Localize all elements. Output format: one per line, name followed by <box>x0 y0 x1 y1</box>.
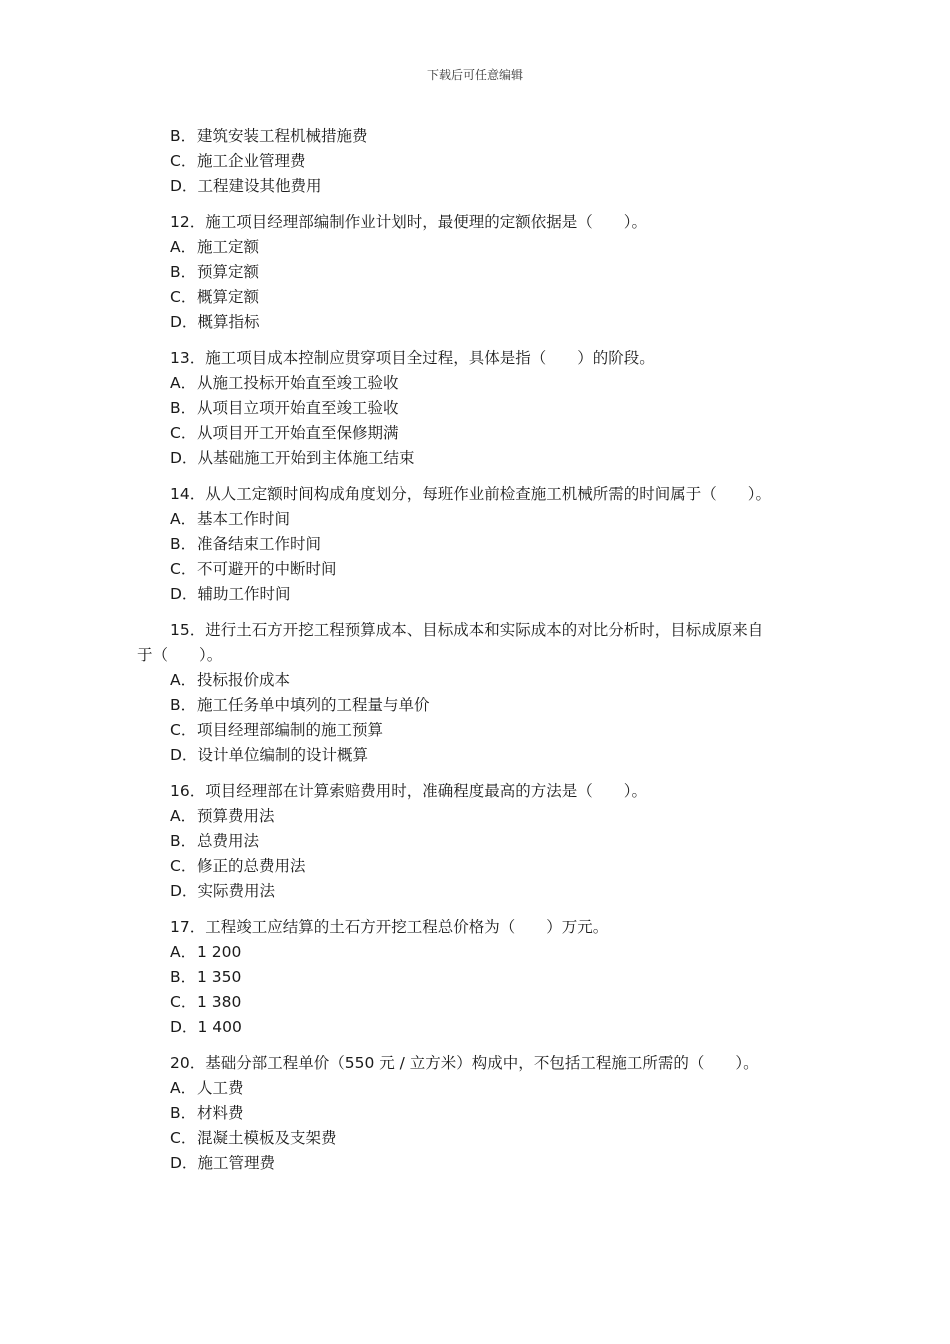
option-text: 混凝土模板及支架费 <box>197 1129 337 1147</box>
option-text: 1 380 <box>197 993 242 1011</box>
option-row <box>170 743 950 768</box>
option-text: 从基础施工开始到主体施工结束 <box>197 449 415 467</box>
option-row <box>170 507 950 532</box>
option-label: B． <box>170 696 197 714</box>
option-text: 施工管理费 <box>197 1154 275 1172</box>
option-label: D． <box>170 1018 198 1036</box>
option-label: D． <box>170 313 198 331</box>
option-row <box>170 285 950 310</box>
option-label: C． <box>170 857 197 875</box>
question-13 <box>0 346 950 471</box>
option-text: 从项目开工开始直至保修期满 <box>197 424 399 442</box>
question-14 <box>0 482 950 607</box>
option-row <box>170 1076 950 1101</box>
option-label: D． <box>170 449 198 467</box>
option-row <box>170 668 950 693</box>
question-15 <box>0 618 950 768</box>
option-label: C． <box>170 993 197 1011</box>
option-row <box>170 1126 950 1151</box>
option-text: 修正的总费用法 <box>197 857 306 875</box>
option-text: 投标报价成本 <box>197 671 291 689</box>
option-label: B． <box>170 127 197 145</box>
option-text: 概算定额 <box>197 288 260 306</box>
option-row <box>170 965 950 990</box>
option-row <box>170 718 950 743</box>
option-label: D． <box>170 585 198 603</box>
option-row <box>170 879 950 904</box>
option-row <box>170 149 950 174</box>
question-stem: 12．施工项目经理部编制作业计划时，最便理的定额依据是（ ）。 <box>170 213 647 231</box>
option-text: 从施工投标开始直至竣工验收 <box>197 374 399 392</box>
question-stem: 16．项目经理部在计算索赔费用时，准确程度最高的方法是（ ）。 <box>170 782 647 800</box>
option-row <box>170 446 950 471</box>
option-text: 预算费用法 <box>197 807 275 825</box>
question-12 <box>0 210 950 335</box>
option-row <box>170 990 950 1015</box>
option-text: 预算定额 <box>197 263 260 281</box>
option-row <box>170 310 950 335</box>
option-text: 人工费 <box>197 1079 244 1097</box>
option-text: 施工企业管理费 <box>197 152 306 170</box>
option-label: A． <box>170 943 197 961</box>
option-row <box>170 1151 950 1176</box>
option-text: 不可避开的中断时间 <box>197 560 337 578</box>
option-label: C． <box>170 1129 197 1147</box>
option-text: 总费用法 <box>197 832 260 850</box>
option-label: C． <box>170 560 197 578</box>
option-row <box>170 1015 950 1040</box>
option-row <box>170 124 950 149</box>
option-text: 基本工作时间 <box>197 510 291 528</box>
question-16 <box>0 779 950 904</box>
option-text: 1 200 <box>197 943 242 961</box>
option-text: 工程建设其他费用 <box>197 177 322 195</box>
option-label: C． <box>170 721 197 739</box>
option-row <box>170 829 950 854</box>
question-stem: 13．施工项目成本控制应贯穿项目全过程，具体是指（ ）的阶段。 <box>170 349 655 367</box>
prefix-options <box>0 124 950 199</box>
option-label: C． <box>170 152 197 170</box>
option-label: A． <box>170 510 197 528</box>
option-text: 1 350 <box>197 968 242 986</box>
option-label: D． <box>170 746 198 764</box>
question-stem: 14．从人工定额时间构成角度划分，每班作业前检查施工机械所需的时间属于（ ）。 <box>170 485 771 503</box>
option-text: 1 400 <box>197 1018 242 1036</box>
question-20 <box>0 1051 950 1176</box>
option-row <box>170 804 950 829</box>
option-label: A． <box>170 374 197 392</box>
question-stem <box>0 618 950 668</box>
option-label: C． <box>170 288 197 306</box>
option-text: 材料费 <box>197 1104 244 1122</box>
option-label: A． <box>170 671 197 689</box>
option-label: A． <box>170 238 197 256</box>
question-stem: 17．工程竣工应结算的土石方开挖工程总价格为（ ）万元。 <box>170 918 609 936</box>
option-label: A． <box>170 807 197 825</box>
option-text: 辅助工作时间 <box>197 585 291 603</box>
option-row <box>170 693 950 718</box>
question-stem-continuation: 于（ ）。 <box>137 646 223 664</box>
question-stem-line: 15．进行土石方开挖工程预算成本、目标成本和实际成本的对比分析时，目标成原来自 <box>170 621 764 639</box>
option-text: 概算指标 <box>197 313 260 331</box>
option-text: 设计单位编制的设计概算 <box>197 746 368 764</box>
option-label: B． <box>170 535 197 553</box>
option-row <box>170 1101 950 1126</box>
option-text: 项目经理部编制的施工预算 <box>197 721 384 739</box>
option-text: 建筑安装工程机械措施费 <box>197 127 368 145</box>
option-text: 施工任务单中填列的工程量与单价 <box>197 696 430 714</box>
option-label: D． <box>170 882 198 900</box>
option-row <box>170 396 950 421</box>
option-row <box>170 582 950 607</box>
option-row <box>170 260 950 285</box>
option-row <box>170 557 950 582</box>
option-label: B． <box>170 263 197 281</box>
option-row <box>170 854 950 879</box>
option-label: C． <box>170 424 197 442</box>
option-row <box>170 532 950 557</box>
option-label: D． <box>170 177 198 195</box>
option-text: 施工定额 <box>197 238 260 256</box>
option-label: B． <box>170 968 197 986</box>
option-label: B． <box>170 1104 197 1122</box>
option-text: 从项目立项开始直至竣工验收 <box>197 399 399 417</box>
option-text: 实际费用法 <box>197 882 275 900</box>
option-label: B． <box>170 832 197 850</box>
document-body <box>0 124 950 1176</box>
option-row <box>170 174 950 199</box>
option-label: D． <box>170 1154 198 1172</box>
option-row <box>170 940 950 965</box>
option-row <box>170 421 950 446</box>
question-stem: 20．基础分部工程单价（550 元 / 立方米）构成中，不包括工程施工所需的（ ）。 <box>170 1054 759 1072</box>
option-text: 准备结束工作时间 <box>197 535 322 553</box>
option-row <box>170 371 950 396</box>
question-17 <box>0 915 950 1040</box>
option-row <box>170 235 950 260</box>
option-label: B． <box>170 399 197 417</box>
option-label: A． <box>170 1079 197 1097</box>
page-header: 下载后可任意编辑 <box>426 68 523 82</box>
